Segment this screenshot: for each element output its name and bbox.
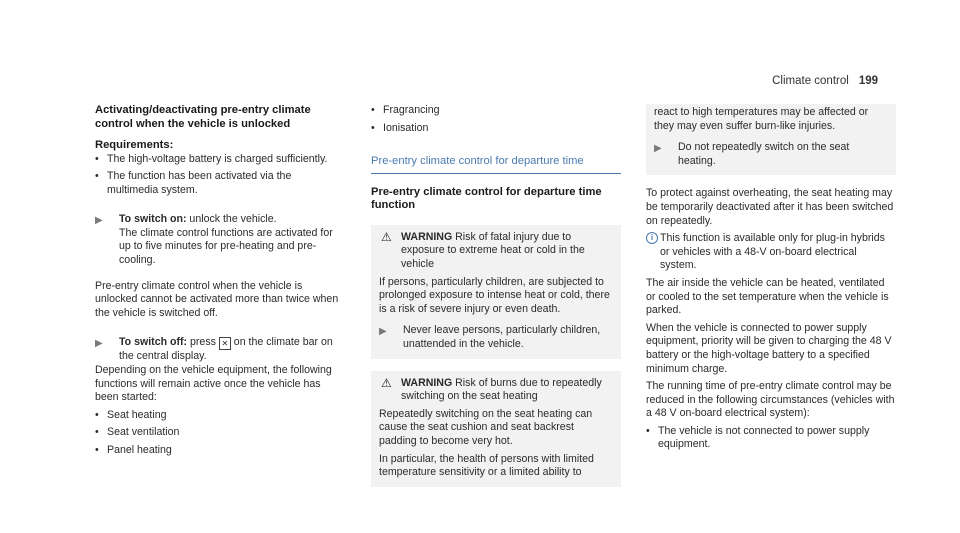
- paragraph: Pre-entry climate control when the vehicle is unlocked cannot be activated more than twice when the vehicle is switched off.: [95, 279, 339, 319]
- climate-off-key-icon: ✕: [219, 337, 231, 350]
- page-number: 199: [858, 75, 878, 87]
- warning-title: Risk of fatal injury due to exposure to extreme heat or cold in the vehicle: [401, 230, 585, 270]
- warning-title: Risk of burns due to repeatedly switching on the seat heating: [401, 376, 602, 403]
- warning-body: Repeatedly switching on the seat heating can cause the seat cushion and seat backrest padding to become very hot.: [379, 407, 593, 447]
- warning-body: If persons, particularly children, are subjected to prolonged exposure to intense heat or cold, there is a risk of severe injury or even death.: [379, 275, 610, 315]
- list-item: • Panel heating: [95, 444, 345, 458]
- warning-box: [371, 371, 621, 487]
- paragraph: The air inside the vehicle can be heated, ventilated or cooled to the set temperature when the vehicle is parked.: [646, 276, 889, 317]
- running-title: Climate control: [772, 75, 849, 87]
- warning-header: [379, 377, 613, 404]
- step-label: To switch on:: [119, 213, 187, 226]
- column-3: [646, 104, 896, 452]
- warning-triangle-icon: ⚠: [381, 229, 392, 244]
- paragraph: To protect against overheating, the seat heating may be temporarily deactivated after it has been switched on repeatedly.: [646, 187, 894, 227]
- step-label: To switch off:: [119, 336, 188, 349]
- info-note: [646, 232, 896, 273]
- triangle-right-icon: ▶: [379, 326, 387, 338]
- warning-box: [371, 225, 621, 359]
- page-header: [772, 75, 878, 87]
- warning-body: In particular, the health of persons with limited temperature sensitivity or a limited ability to: [379, 452, 594, 479]
- warning-box-continued: [646, 104, 896, 175]
- triangle-right-icon: ▶: [654, 143, 662, 155]
- list-item: • Seat ventilation: [95, 426, 345, 440]
- step-switch-on: [95, 213, 345, 267]
- step-text: Do not repeatedly switch on the seat heating.: [678, 141, 850, 167]
- column-1: [95, 104, 345, 458]
- info-text: This function is available only for plug-in hybrids or vehicles with a 48-V on-board electrical system.: [660, 232, 885, 272]
- column-2: [371, 104, 621, 487]
- list-item: • Ionisation: [371, 122, 621, 136]
- list-item: • Fragrancing: [371, 104, 621, 118]
- list-item: • The vehicle is not connected to power supply equipment.: [646, 425, 896, 452]
- section-heading: Activating/deactivating pre-entry climate control when the vehicle is unlocked: [95, 104, 311, 130]
- section-title: Pre-entry climate control for departure time: [371, 155, 621, 174]
- step-switch-off: [95, 336, 345, 364]
- paragraph: When the vehicle is connected to power supply equipment, priority will be given to charging the 48 V battery or the high-voltage battery to a specified minimum charge.: [646, 321, 892, 375]
- warning-header: [379, 231, 613, 272]
- warning-step: [379, 324, 613, 351]
- requirements-label: Requirements:: [95, 139, 174, 151]
- step-text: on the climate bar on the central display.: [119, 336, 333, 363]
- warning-body: react to high temperatures may be affected or they may even suffer burn-like injuries.: [654, 106, 869, 132]
- triangle-right-icon: ▶: [95, 215, 103, 227]
- step-text: unlock the vehicle.: [186, 213, 277, 226]
- section-heading: Pre-entry climate control for departure time function: [371, 185, 602, 212]
- list-item: • Seat heating: [95, 409, 345, 423]
- warning-step: [654, 141, 888, 168]
- list-item: • The function has been activated via the multimedia system.: [95, 170, 345, 197]
- step-text: Never leave persons, particularly children, unattended in the vehicle.: [403, 324, 601, 350]
- list-item: • The high-voltage battery is charged sufficiently.: [95, 153, 345, 167]
- step-detail: The climate control functions are activated for up to five minutes for pre-heating and pre-cooling.: [119, 226, 333, 267]
- paragraph: Depending on the vehicle equipment, the following functions will remain active once the vehicle has been started:: [95, 364, 332, 404]
- triangle-right-icon: ▶: [95, 338, 103, 350]
- step-text: press: [187, 336, 219, 349]
- info-circle-icon: i: [646, 232, 658, 244]
- warning-triangle-icon: ⚠: [381, 375, 392, 390]
- warning-label: WARNING: [401, 230, 453, 243]
- paragraph: The running time of pre-entry climate control may be reduced in the following circumstances (vehicles with a 48 V on-board electrical system):: [646, 380, 895, 420]
- warning-label: WARNING: [401, 376, 453, 389]
